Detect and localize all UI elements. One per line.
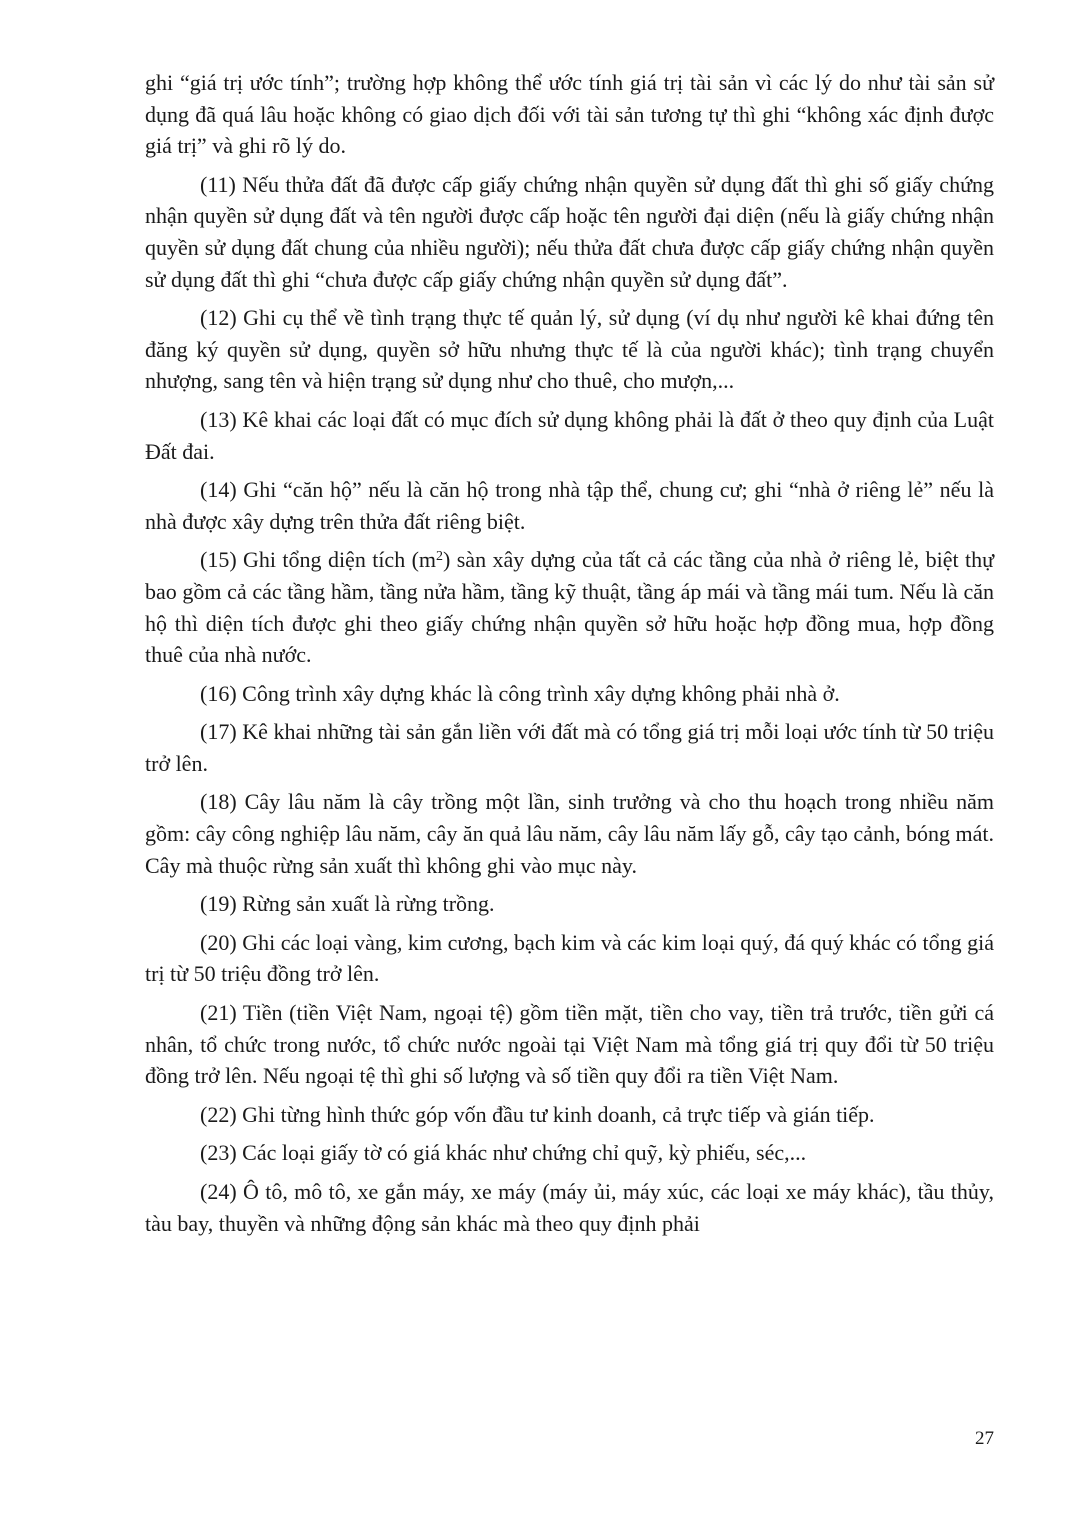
- note-15-lead-text: (15) Ghi tổng diện tích (m: [200, 547, 437, 573]
- paragraph-note-19: (19) Rừng sản xuất là rừng trồng.: [200, 891, 495, 917]
- paragraph-note-14: (14) Ghi “căn hộ” nếu là căn hộ trong nhà tập thể, chung cư; ghi “nhà ở riêng lẻ” nếu là nhà được xây dựng trên thửa đất riêng biệt.: [145, 477, 994, 534]
- paragraph-note-13: (13) Kê khai các loại đất có mục đích sử dụng không phải là đất ở theo quy định của Luật Đất đai.: [145, 406, 994, 464]
- superscript-exponent: 2: [436, 549, 444, 565]
- paragraph-note-24: (24) Ô tô, mô tô, xe gắn máy, xe máy (máy ủi, máy xúc, các loại xe máy khác), tầu thủy, tàu bay, thuyền và những động sản khác mà theo quy định phải: [145, 1179, 994, 1236]
- page-number: 27: [975, 1428, 994, 1449]
- paragraph-note-18: (18) Cây lâu năm là cây trồng một lần, sinh trưởng và cho thu hoạch trong nhiều năm gồm: cây công nghiệp lâu năm, cây ăn quả lâu năm, cây lâu năm lấy gỗ, cây tạo cảnh, bóng mát. Cây mà thuộc rừng sản xuất thì không ghi vào mục này.: [145, 789, 994, 878]
- paragraph-note-12: (12) Ghi cụ thể về tình trạng thực tế quản lý, sử dụng (ví dụ như người kê khai đứng tên đăng ký quyền sử dụng, quyền sở hữu nhưng thực tế là của người khác); tình trạng chuyển nhượng, sang tên và hiện trạng sử dụng như cho thuê, cho mượn,...: [145, 305, 994, 394]
- paragraph-note-17: (17) Kê khai những tài sản gắn liền với đất mà có tổng giá trị mỗi loại ước tính từ 50 triệu trở lên.: [145, 719, 994, 776]
- paragraph-note-23: (23) Các loại giấy tờ có giá khác như chứng chỉ quỹ, kỳ phiếu, séc,...: [200, 1140, 807, 1166]
- document-body: [145, 67, 994, 1246]
- paragraph-continuation: ghi “giá trị ước tính”; trường hợp không thể ước tính giá trị tài sản vì các lý do như tài sản sử dụng đã quá lâu hoặc không có giao dịch đối với tài sản tương tự thì ghi “không xác định được giá trị” và ghi rõ lý do.: [145, 70, 994, 159]
- paragraph-note-11: (11) Nếu thửa đất đã được cấp giấy chứng nhận quyền sử dụng đất thì ghi số giấy chứng nhận quyền sử dụng đất và tên người được cấp hoặc tên người đại diện (nếu là giấy chứng nhận quyền sử dụng đất chung của nhiều người); nếu thửa đất chưa được cấp giấy chứng nhận quyền sử dụng đất thì ghi “chưa được cấp giấy chứng nhận quyền sử dụng đất”.: [145, 171, 994, 292]
- paragraph-note-21: (21) Tiền (tiền Việt Nam, ngoại tệ) gồm tiền mặt, tiền cho vay, tiền trả trước, tiền gửi cá nhân, tổ chức trong nước, tổ chức nước ngoài tại Việt Nam mà tổng giá trị quy đổi từ 50 triệu đồng trở lên. Nếu ngoại tệ thì ghi số lượng và số tiền quy đổi ra tiền Việt Nam.: [145, 1000, 994, 1089]
- paragraph-note-22: (22) Ghi từng hình thức góp vốn đầu tư kinh doanh, cả trực tiếp và gián tiếp.: [200, 1101, 875, 1127]
- paragraph-note-16: (16) Công trình xây dựng khác là công trình xây dựng không phải nhà ở.: [200, 680, 840, 706]
- note-15-rest-text: ) sàn xây dựng của tất cả các tầng của nhà ở riêng lẻ, biệt thự bao gồm cả các tầng hầm, tầng nửa hầm, tầng kỹ thuật, tầng áp mái và tầng mái tum. Nếu là căn hộ thì diện tích được ghi theo giấy chứng nhận quyền sở hữu hoặc hợp đồng mua, hợp đồng thuê của nhà nước.: [145, 547, 994, 668]
- paragraph-note-20: (20) Ghi các loại vàng, kim cương, bạch kim và các kim loại quý, đá quý khác có tổng giá trị từ 50 triệu đồng trở lên.: [145, 929, 994, 987]
- paragraph-note-15: [145, 544, 994, 670]
